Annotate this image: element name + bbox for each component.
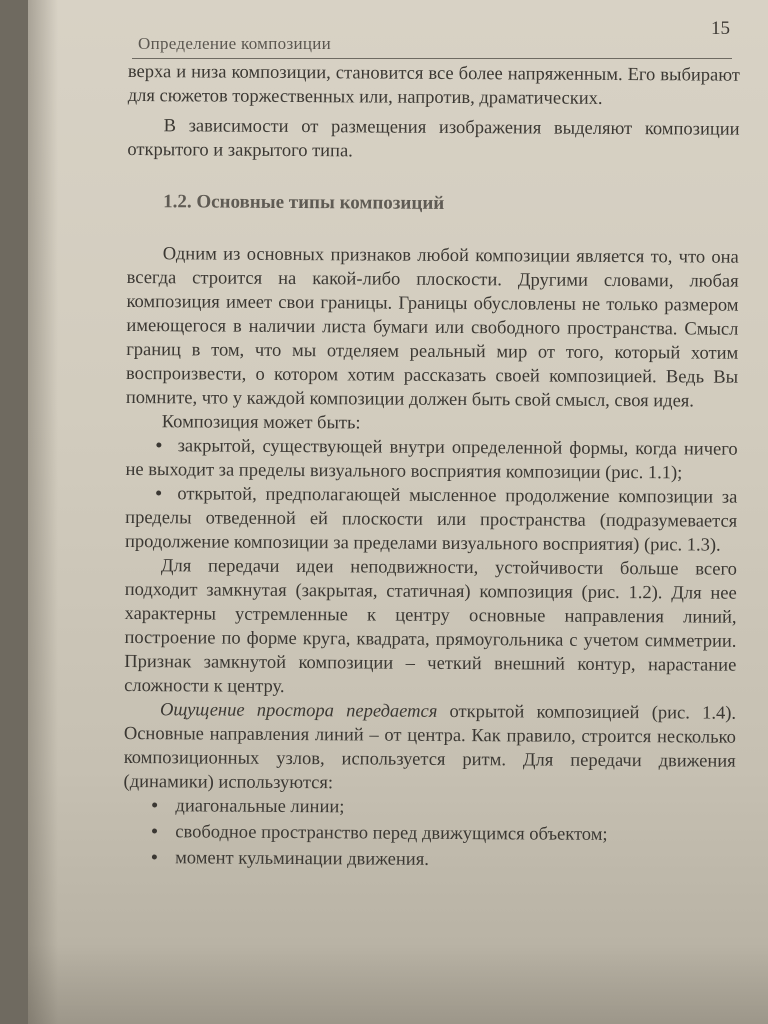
bullet-open-composition xyxy=(125,482,737,558)
italic-lead: Ощущение простора передается xyxy=(159,700,438,722)
paragraph-composition-may-be: Композиция может быть: xyxy=(161,412,361,434)
paragraph-borders: Одним из основных признаков любой композиции является то, что она всегда строится на какой-либо плоскости. Другими словами, любая композиция имеет свои границы. Границы обусловлены не только размером имеющегося в наличии листа бумаги или свободного пространства. Смысл границ в том, что мы отделяем реальный мир от того, который хотим воспроизвести, о котором хотим рассказать своей композицией. Ведь Вы помните, что у каждой композиции должен быть свой смысл, своя идея. xyxy=(125,244,739,412)
section-title: 1.2. Основные типы композиций xyxy=(163,191,445,214)
bullet-icon: • xyxy=(151,848,158,869)
list-item xyxy=(123,820,735,848)
body-text xyxy=(123,60,740,876)
dynamics-list xyxy=(123,794,735,874)
list-item xyxy=(123,794,735,822)
bullet-closed-text: закрытой, существующей внутри определенной формы, когда ничего не выходит за пределы визуального восприятия композиции (рис. 1.1); xyxy=(125,436,738,484)
bullet-icon: • xyxy=(151,822,158,843)
paragraph-composition-types: В зависимости от размещения изображения выделяют композиции открытого и закрытого типа. xyxy=(127,116,740,162)
bullet-icon: • xyxy=(155,484,162,505)
list-item-text: свободное пространство перед движущимся объектом; xyxy=(175,822,608,845)
header-rule xyxy=(132,58,732,59)
bullet-open-text: открытой, предполагающей мысленное продолжение композиции за пределы отведенной ей плоскости или пространства (подразумевается продолжение композиции за пределами визуального восприятия) (рис. 1.3). xyxy=(124,484,738,556)
page-number: 15 xyxy=(711,18,730,39)
bullet-icon: • xyxy=(155,436,163,457)
paragraph-open-space xyxy=(124,698,737,798)
list-item xyxy=(123,846,735,874)
bullet-icon: • xyxy=(151,796,158,817)
list-item-text: момент кульминации движения. xyxy=(175,848,429,870)
bullet-closed-composition xyxy=(125,434,737,486)
paragraph-continuation: верха и низа композиции, становится все более напряженным. Его выбирают для сюжетов торжественных или, напротив, драматических. xyxy=(127,61,740,109)
page-gutter-shadow xyxy=(28,0,58,1024)
paragraph-open-space-rest: открытой композицией (рис. 1.4). Основные направления линий – от центра. Как правило, строится несколько композиционных узлов, используется ритм. Для передачи движения (динамики) используются: xyxy=(123,701,737,794)
page-bottom-shadow xyxy=(28,944,768,1024)
list-item-text: диагональные линии; xyxy=(175,796,345,818)
book-page xyxy=(28,0,768,1024)
paragraph-static-composition: Для передачи идеи неподвижности, устойчивости больше всего подходит замкнутая (закрытая, статичная) композиция (рис. 1.2). Для нее характерны устремленные к центру основные направления линий, построение по форме круга, квадрата, прямоугольника с учетом симметрии. Признак замкнутой композиции – четкий внешний контур, нарастание сложности к центру. xyxy=(124,556,737,697)
running-head: Определение композиции xyxy=(138,34,332,53)
